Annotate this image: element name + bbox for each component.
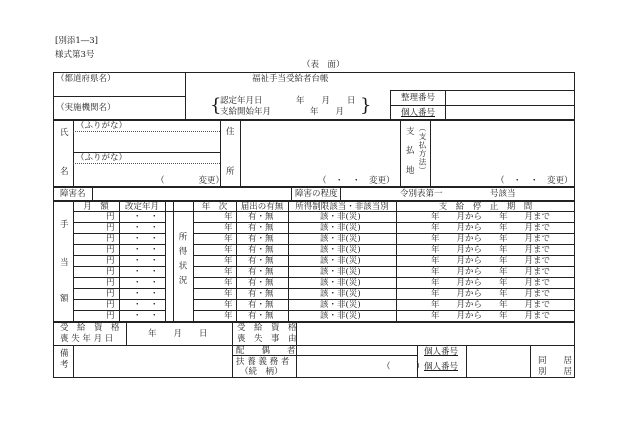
pay-place-label-3: 地 bbox=[406, 166, 415, 176]
bracket-open: { bbox=[210, 95, 222, 116]
address-change-note: （ ・ ・ 変更） bbox=[318, 176, 395, 186]
certification-date-value[interactable]: 年 月 日 bbox=[296, 96, 356, 106]
personal-number-label: 個人番号 bbox=[400, 108, 435, 118]
col-report: 届出の有無 bbox=[240, 202, 284, 212]
pay-place-change-note: （ ・ ・ 変更） bbox=[496, 176, 573, 186]
annex-label: [別添1―3] bbox=[55, 36, 98, 46]
name-label-top: 氏 bbox=[60, 128, 69, 138]
schedule-item-label: 号該当 bbox=[490, 189, 516, 199]
row-suspension[interactable]: 年 月から 年 月まで bbox=[431, 278, 551, 288]
row-income-limit[interactable]: 該・非(災) bbox=[320, 223, 361, 233]
form-number: 様式第3号 bbox=[55, 50, 95, 60]
disability-degree-label: 障害の程度 bbox=[295, 189, 338, 199]
row-report[interactable]: 有・無 bbox=[248, 212, 274, 222]
schedule-table-label: 令別表第一 bbox=[400, 189, 443, 199]
furigana-label-2: （ふりがな） bbox=[76, 153, 128, 163]
name-label-bottom: 名 bbox=[60, 167, 69, 177]
col-monthly-amount: 月 額 bbox=[83, 202, 109, 212]
row-report[interactable]: 有・無 bbox=[248, 311, 274, 321]
pay-place-label-2: 払 bbox=[406, 146, 415, 156]
row-year[interactable]: 年 bbox=[224, 212, 233, 222]
row-income-limit[interactable]: 該・非(災) bbox=[320, 245, 361, 255]
amount-side-label-1: 手 bbox=[60, 220, 69, 230]
row-income-limit[interactable]: 該・非(災) bbox=[320, 311, 361, 321]
row-report[interactable]: 有・無 bbox=[248, 256, 274, 266]
row-yen[interactable]: 円 bbox=[106, 267, 115, 277]
loss-date-label-1: 受 給 資 格 bbox=[60, 323, 120, 333]
row-suspension[interactable]: 年 月から 年 月まで bbox=[431, 256, 551, 266]
furigana-label: （ふりがな） bbox=[76, 121, 128, 131]
loss-date-label-2: 喪 失 年 月 日 bbox=[60, 334, 114, 344]
cohabiting-label: 同 居 bbox=[538, 356, 573, 366]
pay-method-label: （支払方法） bbox=[418, 124, 427, 175]
row-yen[interactable]: 円 bbox=[106, 256, 115, 266]
address-label-bottom: 所 bbox=[226, 167, 235, 177]
row-revised-date[interactable]: ・ ・ bbox=[133, 223, 159, 233]
row-year[interactable]: 年 bbox=[224, 256, 233, 266]
payment-start-value[interactable]: 年 月 bbox=[310, 107, 345, 117]
col-revised-date: 改定年月 bbox=[124, 202, 159, 212]
ledger-title: 福祉手当受給者台帳 bbox=[252, 74, 329, 84]
row-revised-date[interactable]: ・ ・ bbox=[133, 289, 159, 299]
dependent-personal-number-label: 個人番号 bbox=[424, 362, 459, 372]
dependent-label-2: （続 柄） bbox=[240, 367, 283, 377]
row-year[interactable]: 年 bbox=[224, 267, 233, 277]
row-yen[interactable]: 円 bbox=[106, 278, 115, 288]
col-suspension: 支 給 停 止 期 間 bbox=[438, 202, 533, 212]
remarks-label-2: 考 bbox=[60, 360, 69, 370]
row-suspension[interactable]: 年 月から 年 月まで bbox=[431, 212, 551, 222]
row-suspension[interactable]: 年 月から 年 月まで bbox=[431, 234, 551, 244]
form-side-label: （表 面） bbox=[302, 60, 345, 70]
income-side-label: 所得状況 bbox=[177, 232, 187, 290]
row-year[interactable]: 年 bbox=[224, 289, 233, 299]
row-year[interactable]: 年 bbox=[224, 300, 233, 310]
row-yen[interactable]: 円 bbox=[106, 289, 115, 299]
row-income-limit[interactable]: 該・非(災) bbox=[320, 300, 361, 310]
row-report[interactable]: 有・無 bbox=[248, 278, 274, 288]
loss-reason-label-2: 喪 失 事 由 bbox=[237, 334, 297, 344]
col-income-limit: 所得制限該当・非該当別 bbox=[295, 202, 389, 212]
row-revised-date[interactable]: ・ ・ bbox=[133, 245, 159, 255]
row-revised-date[interactable]: ・ ・ bbox=[133, 256, 159, 266]
row-year[interactable]: 年 bbox=[224, 234, 233, 244]
spouse-personal-number-label: 個人番号 bbox=[424, 347, 459, 357]
separate-label: 別 居 bbox=[538, 367, 573, 377]
row-report[interactable]: 有・無 bbox=[248, 245, 274, 255]
row-year[interactable]: 年 bbox=[224, 311, 233, 321]
row-yen[interactable]: 円 bbox=[106, 311, 115, 321]
row-yen[interactable]: 円 bbox=[106, 234, 115, 244]
prefecture-label: （都道府県名） bbox=[56, 74, 116, 84]
row-report[interactable]: 有・無 bbox=[248, 300, 274, 310]
row-suspension[interactable]: 年 月から 年 月まで bbox=[431, 223, 551, 233]
row-income-limit[interactable]: 該・非(災) bbox=[320, 212, 361, 222]
row-yen[interactable]: 円 bbox=[106, 300, 115, 310]
agency-label: （実施機関名） bbox=[56, 103, 116, 113]
row-revised-date[interactable]: ・ ・ bbox=[133, 278, 159, 288]
disability-name-label: 障害名 bbox=[60, 189, 86, 199]
reference-number-label: 整理番号 bbox=[400, 93, 435, 103]
name-change-note: （ 変更） bbox=[156, 176, 225, 186]
row-revised-date[interactable]: ・ ・ bbox=[133, 234, 159, 244]
address-label-top: 住 bbox=[226, 127, 235, 137]
row-suspension[interactable]: 年 月から 年 月まで bbox=[431, 245, 551, 255]
row-yen[interactable]: 円 bbox=[106, 245, 115, 255]
row-suspension[interactable]: 年 月から 年 月まで bbox=[431, 300, 551, 310]
dependent-label-1: 扶 養 義 務 者 bbox=[236, 357, 290, 367]
row-suspension[interactable]: 年 月から 年 月まで bbox=[431, 267, 551, 277]
row-suspension[interactable]: 年 月から 年 月まで bbox=[431, 289, 551, 299]
remarks-label-1: 備 bbox=[60, 349, 69, 359]
row-income-limit[interactable]: 該・非(災) bbox=[320, 267, 361, 277]
row-year[interactable]: 年 bbox=[224, 245, 233, 255]
relation-paren: （ ） bbox=[382, 362, 425, 372]
payment-start-label: 支給開始年月 bbox=[220, 107, 272, 117]
row-report[interactable]: 有・無 bbox=[248, 223, 274, 233]
footer-block bbox=[53, 322, 575, 378]
row-yen[interactable]: 円 bbox=[106, 223, 115, 233]
certification-date-label: 認定年月日 bbox=[220, 96, 263, 106]
row-year[interactable]: 年 bbox=[224, 223, 233, 233]
row-income-limit[interactable]: 該・非(災) bbox=[320, 234, 361, 244]
pay-place-label-1: 支 bbox=[406, 127, 415, 137]
amount-side-label-2: 当 bbox=[60, 258, 69, 268]
row-income-limit[interactable]: 該・非(災) bbox=[320, 256, 361, 266]
amount-side-label-3: 額 bbox=[60, 294, 69, 304]
spouse-label: 配 偶 者 bbox=[236, 346, 296, 356]
row-yen[interactable]: 円 bbox=[106, 212, 115, 222]
row-income-limit[interactable]: 該・非(災) bbox=[320, 289, 361, 299]
row-year[interactable]: 年 bbox=[224, 278, 233, 288]
row-report[interactable]: 有・無 bbox=[248, 234, 274, 244]
loss-date-value[interactable]: 年 月 日 bbox=[148, 329, 208, 339]
loss-reason-label-1: 受 給 資 格 bbox=[237, 323, 297, 333]
bracket-close: } bbox=[360, 95, 372, 116]
row-report[interactable]: 有・無 bbox=[248, 289, 274, 299]
col-year: 年 次 bbox=[201, 202, 228, 212]
row-revised-date[interactable]: ・ ・ bbox=[133, 212, 159, 222]
row-revised-date[interactable]: ・ ・ bbox=[133, 311, 159, 321]
row-suspension[interactable]: 年 月から 年 月まで bbox=[431, 311, 551, 321]
row-revised-date[interactable]: ・ ・ bbox=[133, 267, 159, 277]
row-report[interactable]: 有・無 bbox=[248, 267, 274, 277]
row-income-limit[interactable]: 該・非(災) bbox=[320, 278, 361, 288]
row-revised-date[interactable]: ・ ・ bbox=[133, 300, 159, 310]
